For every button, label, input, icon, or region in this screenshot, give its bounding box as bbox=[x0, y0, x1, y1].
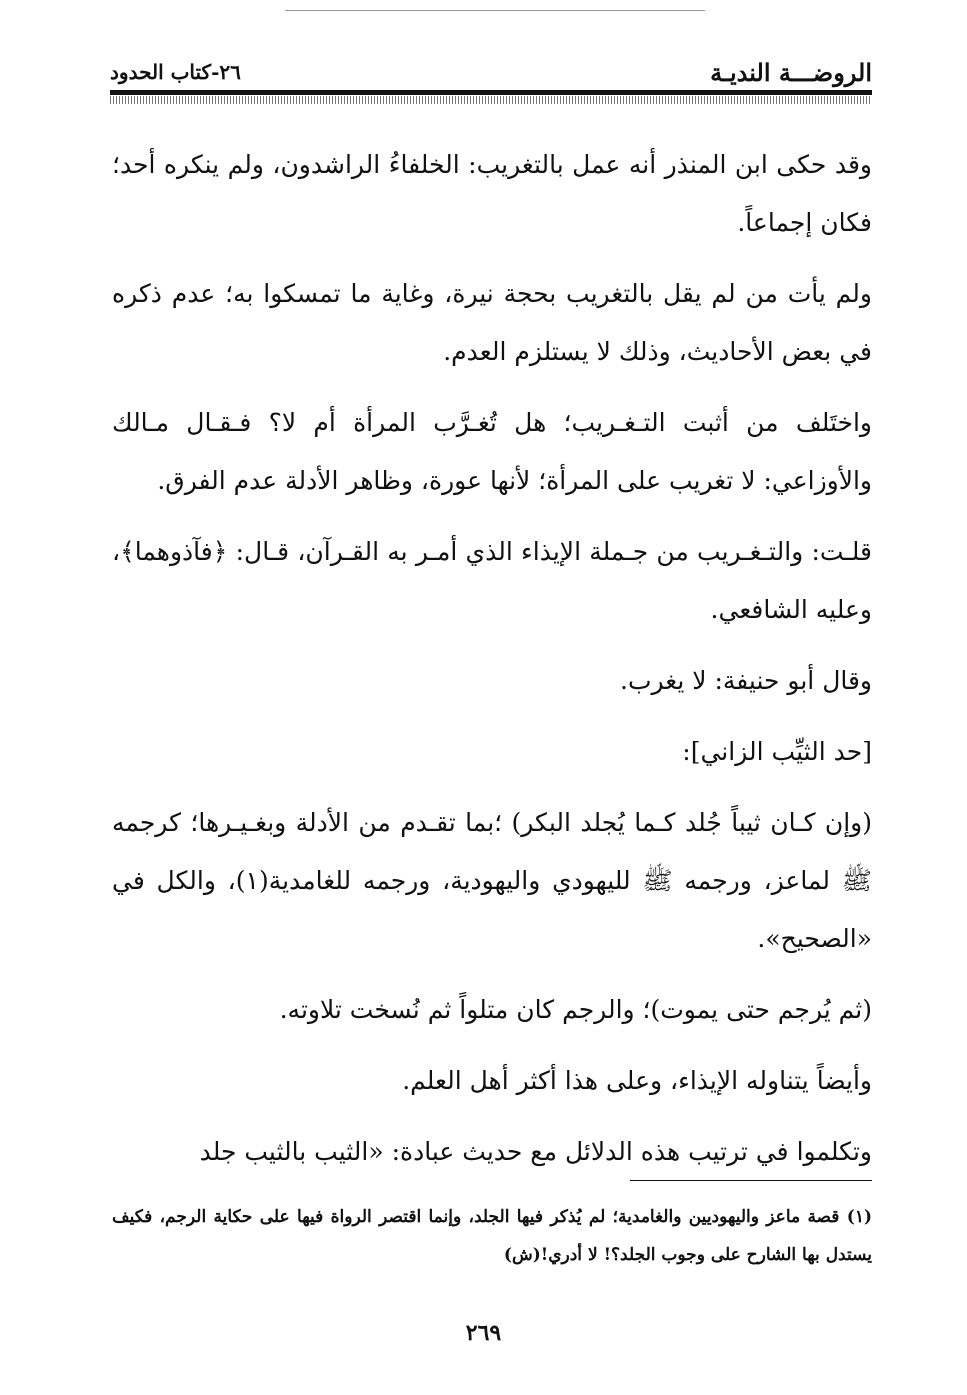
header-rule-pattern bbox=[110, 96, 872, 104]
page-body bbox=[112, 136, 872, 1194]
footnote: (١) قصة ماعز واليهوديين والغامدية؛ لم يُذكر فيها الجلد، وإنما اقتصر الرواة فيها على حكاية الرجم، فكيف يستدل بها الشارح على وجوب الجلد؟! لا أدري!(ش) bbox=[112, 1207, 872, 1265]
top-decorative-rule bbox=[285, 10, 705, 11]
header-rule bbox=[110, 90, 872, 95]
paragraph-2: ولم يأت من لم يقل بالتغريب بحجة نيرة، وغاية ما تمسكوا به؛ عدم ذكره في بعض الأحاديث، وذلك لا يستلزم العدم. bbox=[112, 279, 872, 366]
paragraph-5: وقال أبو حنيفة: لا يغرب. bbox=[620, 666, 872, 695]
paragraph-6: (وإن كـان ثيباً جُلد كـما يُجلد البكر) ؛بما تقـدم من الأدلة وبغـيـرها؛ كرجمه ﷺ لماعز، ورجمه ﷺ لليهودي واليهودية، ورجمه للغامدية(١)، والكل في «الصحيح». bbox=[112, 808, 872, 953]
chapter-title: ٢٦-كتاب الحدود bbox=[110, 60, 241, 84]
paragraph-8: وأيضاً يتناوله الإيذاء، وعلى هذا أكثر أهل العلم. bbox=[402, 1066, 872, 1095]
section-heading: [حد الثيِّب الزاني]: bbox=[682, 737, 872, 766]
paragraph-4: قلـت: والتـغـريب من جـملة الإيذاء الذي أمـر به القـرآن، قـال: ﴿فآذوهما﴾، وعليه الشافعي. bbox=[112, 537, 872, 624]
paragraph-3: واختَلف من أثبت التـغـريب؛ هل تُغـرَّب المرأة أم لا؟ فـقـال مـالك والأوزاعي: لا تغريب على المرأة؛ لأنها عورة، وظاهر الأدلة عدم الفرق. bbox=[112, 408, 872, 495]
footnote-separator bbox=[630, 1180, 872, 1181]
paragraph-9: وتكلموا في ترتيب هذه الدلائل مع حديث عبادة: «الثيب بالثيب جلد bbox=[199, 1137, 872, 1166]
paragraph-1: وقد حكى ابن المنذر أنه عمل بالتغريب: الخلفاءُ الراشدون، ولم ينكره أحد؛ فكان إجماعاً. bbox=[112, 150, 872, 237]
paragraph-7: (ثم يُرجم حتى يموت)؛ والرجم كان متلواً ثم نُسخت تلاوته. bbox=[279, 995, 872, 1024]
page-number: ٢٦٩ bbox=[465, 1320, 502, 1346]
book-title: الروضـــة النديـة bbox=[710, 58, 872, 87]
page-header bbox=[110, 58, 872, 90]
